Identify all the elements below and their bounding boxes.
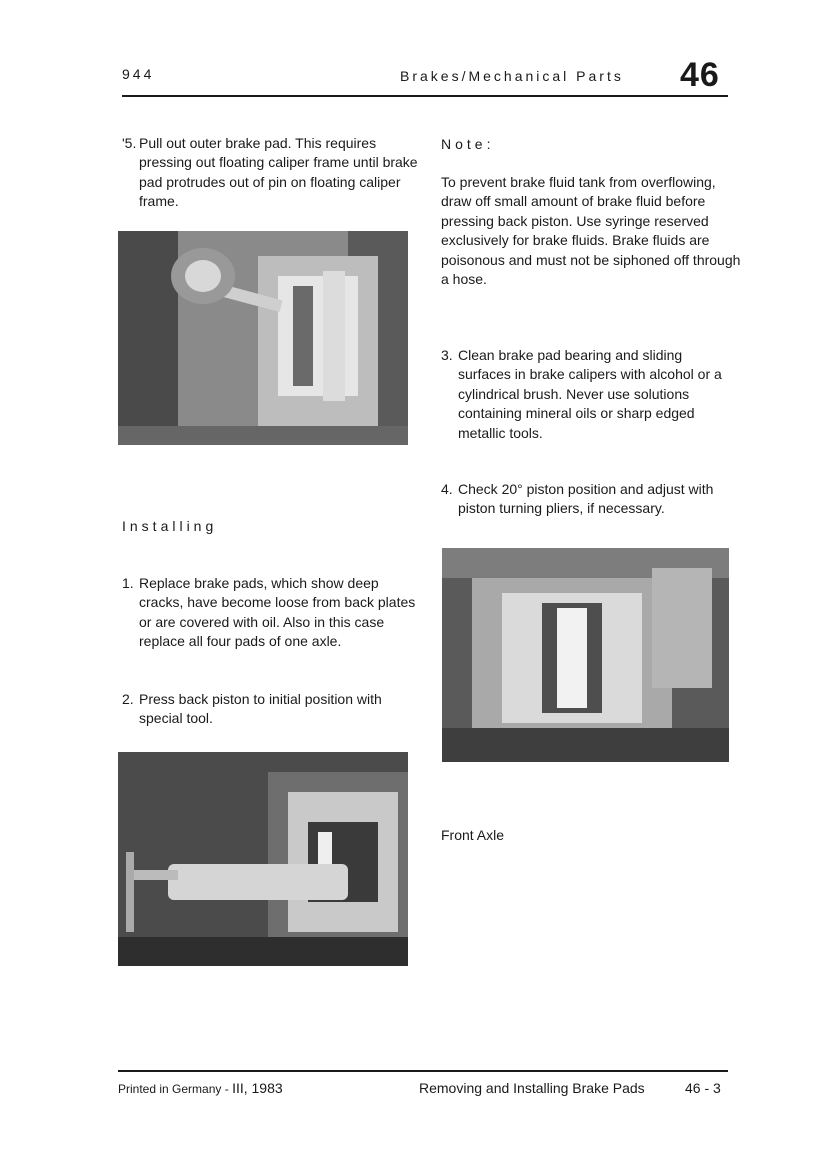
footer-rule [118,1070,728,1072]
photo-caption: Front Axle [441,827,505,843]
note-heading: Note: [441,136,495,152]
step-3 [441,346,731,443]
group-number: 46 [680,56,720,94]
step-text: Check 20° piston position and adjust with piston turning pliers, if necessary. [458,481,714,517]
photo-front-axle [442,548,729,762]
printed-label: Printed in Germany - [118,1082,229,1096]
photo-remove-outer-pad [118,231,408,445]
print-date: III, 1983 [232,1080,283,1096]
note-text: To prevent brake fluid tank from overflowing, draw off small amount of brake fluid before pressing back piston. Use syringe reserved exclusively for brake fluids. Brake fluids are poisonous and must not be siphoned off through a hose. [441,174,741,288]
step-number: 3. [441,347,453,363]
section-title: Brakes/Mechanical Parts [400,68,624,84]
header-rule [122,95,728,97]
footer-title: Removing and Installing Brake Pads [419,1080,645,1096]
step-1 [122,574,422,652]
installing-heading: Installing [122,518,218,534]
step-4 [441,480,733,519]
step-text: Replace brake pads, which show deep cracks, have become loose from back plates or are covered with oil. Also in this case replace all four pads of one axle. [139,575,416,650]
step-5 [122,134,422,212]
model-number: 944 [122,66,155,82]
step-text: Press back piston to initial position with special tool. [139,691,382,727]
photo-press-back-piston [118,752,408,966]
step-text: Pull out outer brake pad. This requires pressing out floating caliper frame until brake pad protrudes out of pin on floating caliper frame. [139,135,418,210]
footer-printed [118,1080,283,1096]
page-number: 46 - 3 [685,1080,721,1096]
step-text: Clean brake pad bearing and sliding surfaces in brake calipers with alcohol or a cylindrical brush. Never use solutions containing mineral oils or sharp edged metallic tools. [458,347,722,441]
step-number: 1. [122,575,134,591]
step-number: 2. [122,691,134,707]
step-2 [122,690,422,729]
step-number: '5. [122,135,137,151]
step-number: 4. [441,481,453,497]
